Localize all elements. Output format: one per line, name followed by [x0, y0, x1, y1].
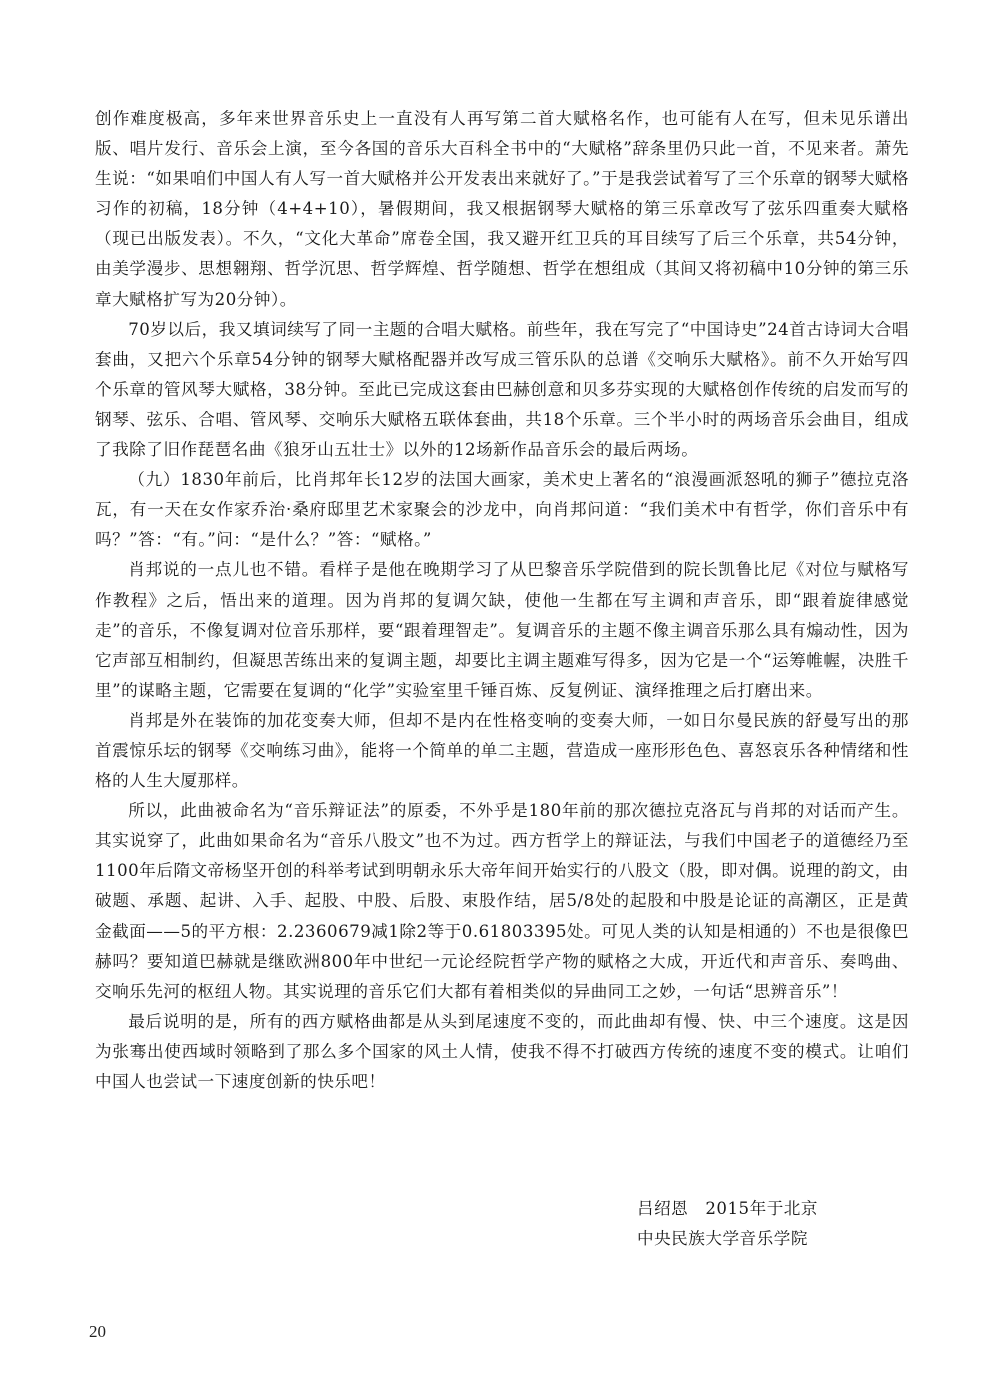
paragraph: 70岁以后，我又填词续写了同一主题的合唱大赋格。前些年，我在写完了“中国诗史”24首古诗词大合唱套曲，又把六个乐章54分钟的钢琴大赋格配器并改写成三管乐队的总谱《交响乐大赋格》。前不久开始写四个乐章的管风琴大赋格，38分钟。至此已完成这套由巴赫创意和贝多芬实现的大赋格创作传统的启发而写的钢琴、弦乐、合唱、管风琴、交响乐大赋格五联体套曲，共18个乐章。三个半小时的两场音乐会曲目，组成了我除了旧作琵琶名曲《狼牙山五壮士》以外的12场新作品音乐会的最后两场。: [95, 319, 909, 460]
paragraph: 所以，此曲被命名为“音乐辩证法”的原委，不外乎是180年前的那次德拉克洛瓦与肖邦的对话而产生。其实说穿了，此曲如果命名为“音乐八股文”也不为过。西方哲学上的辩证法，与我们中国老子的道德经乃至1100年后隋文帝杨坚开创的科举考试到明朝永乐大帝年间开始实行的八股文（股，即对偶。说理的韵文，由破题、承题、起讲、入手、起股、中股、后股、束股作结，居5/8处的起股和中股是论证的高潮区，正是黄金截面——5的平方根：2.2360679减1除2等于0.61803395处。可见人类的认知是相通的）不也是很像巴赫吗？要知道巴赫就是继欧洲800年中世纪一元论经院哲学产物的赋格之大成，开近代和声音乐、奏鸣曲、交响乐先河的枢纽人物。其实说理的音乐它们大都有着相类似的异曲同工之妙，一句话“思辨音乐”！: [95, 801, 909, 1001]
paragraph: 肖邦是外在装饰的加花变奏大师，但却不是内在性格变响的变奏大师，一如日尔曼民族的舒曼写出的那首震惊乐坛的钢琴《交响练习曲》，能将一个简单的单二主题，营造成一座形形色色、喜怒哀乐各种情绪和性格的人生大厦那样。: [95, 710, 909, 791]
paragraph: 最后说明的是，所有的西方赋格曲都是从头到尾速度不变的，而此曲却有慢、快、中三个速度。这是因为张骞出使西域时领略到了那么多个国家的风土人情，使我不得不打破西方传统的速度不变的模式。让咱们中国人也尝试一下速度创新的快乐吧！: [95, 1011, 909, 1091]
page-number: 20: [89, 1322, 106, 1341]
paragraph: （九）1830年前后，比肖邦年长12岁的法国大画家，美术史上著名的“浪漫画派怒吼的狮子”德拉克洛瓦，有一天在女作家乔治·桑府邸里艺术家聚会的沙龙中，向肖邦问道：“我们美术中有哲学，你们音乐中有吗？”答：“有。”问：“是什么？”答：“赋格。”: [95, 470, 909, 550]
paragraph: 肖邦说的一点儿也不错。看样子是他在晚期学习了从巴黎音乐学院借到的院长凯鲁比尼《对位与赋格写作教程》之后，悟出来的道理。因为肖邦的复调欠缺，使他一生都在写主调和声音乐，即“跟着旋律感觉走”的音乐，不像复调对位音乐那样，要“跟着理智走”。复调音乐的主题不像主调音乐那么具有煽动性，因为它声部互相制约，但凝思苦练出来的复调主题，却要比主调主题难写得多，因为它是一个“运筹帷幄，决胜千里”的谋略主题，它需要在复调的“化学”实验室里千锤百炼、反复例证、演绎推理之后打磨出来。: [95, 560, 909, 700]
signature-institution: 中央民族大学音乐学院: [637, 1229, 808, 1248]
paragraph-continued: 创作难度极高，多年来世界音乐史上一直没有人再写第二首大赋格名作，也可能有人在写，但未见乐谱出版、唱片发行、音乐会上演，至今各国的音乐大百科全书中的“大赋格”辞条里仍只此一首，不见来者。萧先生说：“如果咱们中国人有人写一首大赋格并公开发表出来就好了。”于是我尝试着写了三个乐章的钢琴大赋格习作的初稿，18分钟（4+4+10），暑假期间，我又根据钢琴大赋格的第三乐章改写了弦乐四重奏大赋格（现已出版发表）。不久，“文化大革命”席卷全国，我又避开红卫兵的耳目续写了后三个乐章，共54分钟，由美学漫步、思想翱翔、哲学沉思、哲学辉煌、哲学随想、哲学在想组成（其间又将初稿中10分钟的第三乐章大赋格扩写为20分钟）。: [95, 109, 909, 309]
signature-block: [637, 1194, 917, 1254]
body-text: [95, 104, 909, 1097]
signature-author-date: 吕绍恩 2015年于北京: [637, 1199, 818, 1218]
